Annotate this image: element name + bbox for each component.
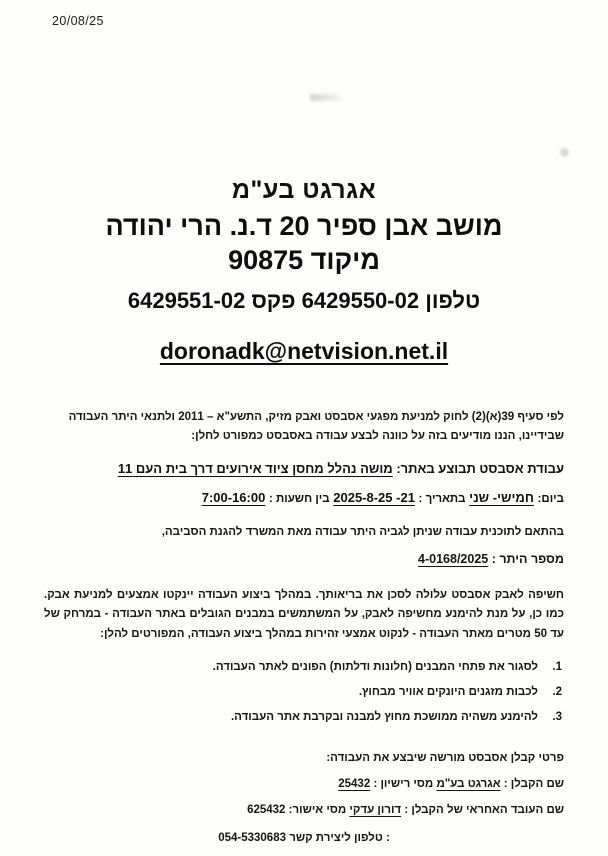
contractor-license-value: 25432 xyxy=(338,778,371,791)
schedule-row xyxy=(44,490,564,505)
contractor-title: פרטי קבלן אסבסט מורשה שיבצע את העבודה: xyxy=(326,752,564,765)
list-item-number: 2. xyxy=(552,685,562,698)
site-row xyxy=(44,461,564,476)
approval-paragraph: בהתאם לתוכנית עבודה שניתן לגביה היתר עבודה מאת המשרד להגנת הסביבה, xyxy=(161,526,564,539)
contractor-name-label: שם הקבלן : xyxy=(503,778,564,791)
list-item-text: לכבות מזגנים היונקים אוויר מבחוץ. xyxy=(358,685,538,698)
company-email: doronadk@netvision.net.il xyxy=(159,338,449,365)
company-name: אגרגט בע"מ xyxy=(231,176,377,204)
permit-label: מספר היתר : xyxy=(491,551,564,566)
company-address: מושב אבן ספיר 20 ד.נ. הרי יהודה xyxy=(105,210,503,241)
contact-row xyxy=(44,832,564,844)
contact-label: טלפון ליצירת קשר : xyxy=(289,832,390,845)
list-item-number: 1. xyxy=(552,660,562,673)
responsible-cert-label: מסי אישור: xyxy=(288,804,347,817)
responsible-cert-value: 625432 xyxy=(247,804,286,817)
day-value: חמישי- שני xyxy=(469,490,534,506)
document-body xyxy=(44,408,564,844)
list-item-number: 3. xyxy=(552,710,562,723)
scan-artifact-smudge xyxy=(310,94,342,101)
responsible-value: דורון עדקי xyxy=(349,804,402,817)
date-label: בתאריך : xyxy=(418,493,466,506)
fax-header-date: 20/08/25 xyxy=(52,14,104,28)
list-item-text: לסגור את פתחי המבנים (חלונות ודלתות) הפונים לאתר העבודה. xyxy=(212,660,538,673)
permit-value: 4-0168/2025 xyxy=(418,551,489,566)
company-zip: מיקוד 90875 xyxy=(228,244,380,275)
site-label: עבודת אסבסט תבוצע באתר: xyxy=(396,461,564,477)
contractor-name-row xyxy=(44,778,564,790)
precaution-list xyxy=(44,659,564,726)
contractor-license-label: מסי רישיון : xyxy=(373,778,434,791)
hours-value: 7:00-16:00 xyxy=(201,490,266,506)
company-phone-fax: טלפון 6429550-02 פקס 6429551-02 xyxy=(127,288,481,314)
contact-value: 054-5330683 xyxy=(218,832,286,845)
list-item xyxy=(44,684,564,702)
scan-artifact-dot xyxy=(560,148,569,157)
responsible-label: שם העובד האחראי של הקבלן : xyxy=(404,804,564,817)
list-item xyxy=(44,659,564,677)
hours-label: בין חשעות : xyxy=(268,493,330,506)
safety-paragraph: חשיפה לאבק אסבסט עלולה לסכן את בריאותך. במהלך ביצוע העבודה יינקטו אמצעים למניעת אבק. כמו כן, על מנת להימנע מחשיפה לאבק, על המשתמשים במבנים הגובלים באתר העבודה - במרחק של עד 50 מטרים מאתר העבודה - לנקוט אמצעי זהירות במהלך ביצוע העבודה, המפורטים להלן: xyxy=(44,588,564,641)
contractor-details xyxy=(44,752,564,844)
site-value: מושה נהלל מחסן ציוד אירועים דרך בית העם 11 xyxy=(117,461,393,477)
day-label: ביום: xyxy=(537,493,564,506)
list-item xyxy=(44,709,564,727)
permit-row xyxy=(44,552,564,566)
date-value: 2025-8-25 -21 xyxy=(333,490,415,506)
intro-paragraph: לפי סעיף 39(א)(2) לחוק למניעת מפגעי אסבסט ואבק מזיק, התשע"א – 2011 ולתנאי היתר העבודה שבידיינו, הננו מודיעים בזה על כוונה לבצע עבודה באסבסט כמפורט לחלן: xyxy=(68,411,564,442)
responsible-worker-row xyxy=(44,804,564,816)
letterhead xyxy=(0,176,608,365)
list-item-text: להימנע משהיה ממושכת מחוץ למבנה ובקרבת אתר העבודה. xyxy=(230,710,538,723)
contractor-name-value: אגרגט בע"מ xyxy=(436,778,501,791)
